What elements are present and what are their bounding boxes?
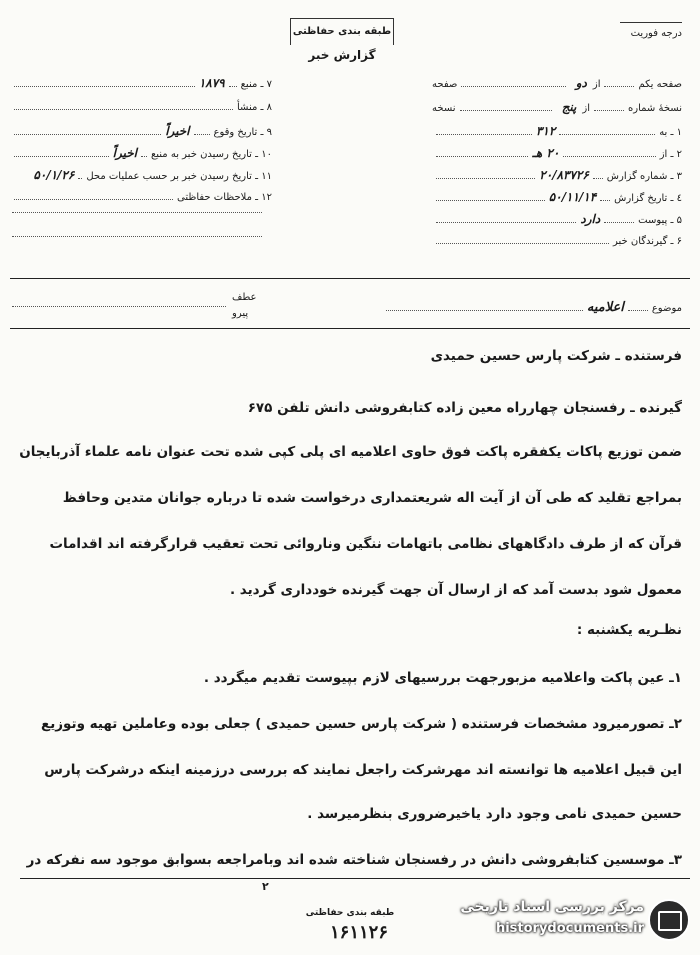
meta-security-notes-label: ۱۲ ـ ملاحظات حفاظتی xyxy=(177,192,272,203)
meta-page-row xyxy=(432,76,682,90)
meta-page-suffix: صفحه xyxy=(432,79,458,90)
meta-recipients-row xyxy=(432,234,682,247)
footer-divider xyxy=(20,878,690,879)
meta-ops-received-value: ۵۰/۱/۲۶ xyxy=(33,168,75,182)
watermark-site: historydocuments.ir xyxy=(495,921,644,936)
opinion-item: حسین حمیدی نامی وجود دارد یاخیرضروری بنظرمیرسد . xyxy=(307,806,682,822)
meta-from-label: ۲ ـ از xyxy=(659,149,682,160)
meta-report-number-value: ۲۰/۸۳۷۲۶ xyxy=(539,168,589,182)
meta-occurrence-date-label: ۹ ـ تاریخ وقوع xyxy=(213,127,272,138)
meta-security-notes-row xyxy=(10,190,272,203)
meta-copy-suffix: نسخه xyxy=(432,103,456,114)
urgency-label: درجه فوریت xyxy=(630,28,682,39)
header-divider xyxy=(10,278,690,279)
urgency-line xyxy=(620,22,682,23)
subject-row xyxy=(382,300,682,315)
watermark-org: مرکز بررسی اسناد تاریخی xyxy=(460,899,644,915)
meta-source-received-row xyxy=(10,146,272,160)
opinion-item: ۱ـ عین پاکت واعلامیه مزبورجهت بررسیهای لازم بپیوست تقدیم میگردد . xyxy=(203,670,682,686)
meta-report-date-row xyxy=(432,190,682,204)
subject-value: اعلامیه xyxy=(586,300,624,315)
meta-source-label: ۷ ـ منبع xyxy=(240,79,272,90)
meta-attachment-row xyxy=(432,212,682,226)
meta-to-value: ۳۱۲ xyxy=(535,124,556,138)
meta-page-label: صفحه یکم xyxy=(638,79,682,90)
meta-to-row xyxy=(432,124,682,138)
meta-report-number-row xyxy=(432,168,682,182)
blank-line xyxy=(12,236,262,237)
meta-from-value: ۲۰ هـ xyxy=(532,146,560,160)
document-number: ۱۶۱۱۲۶ xyxy=(330,922,389,943)
body-paragraph-line: معمول شود بدست آمد که از ارسال آن جهت گیرنده خودداری گردید . xyxy=(229,582,682,598)
sender-line: فرستنده ـ شرکت پارس حسین حمیدی xyxy=(430,348,682,364)
page-mark: ۲ xyxy=(262,880,269,893)
body-paragraph-line: بمراجع تقلید که طی آن از آیت اله شریعتمداری درخواست شده تا درباره جوانان متدین وحافظ xyxy=(62,490,682,506)
opinion-item: ۲ـ تصورمیرود مشخصات فرستنده ( شرکت پارس حسین حمیدی ) جعلی بوده وعاملین تهیه وتوزیع xyxy=(40,716,682,732)
meta-source-value: ۱۸۷۹ xyxy=(198,76,225,90)
opinion-item: ۳ـ موسسین کتابفروشی دانش در رفسنجان شناخته شده اند وبامراجعه بسوابق موجود سه نفرکه در xyxy=(26,852,682,868)
opinion-item: این قبیل اعلامیه ها توانسته اند مهرشرکت راجعل نمایند که بررسی درزمینه اینکه درشرکت پارس xyxy=(44,762,682,778)
meta-copy-mid: از xyxy=(582,103,591,114)
meta-origin-row xyxy=(10,100,272,113)
body-paragraph-line: قرآن که از طرف دادگاههای نظامی باتهامات ننگین ونارواﺋﯽ تحت تعقیب قرارگرفته اند اقدامات xyxy=(49,536,682,552)
archive-watermark xyxy=(440,895,690,945)
meta-origin-label: ۸ ـ منشأ xyxy=(236,102,272,113)
meta-copy-row xyxy=(432,100,682,114)
report-title: گزارش خبر xyxy=(308,48,376,62)
follow-up-label: پیرو xyxy=(232,308,249,319)
subject-label: موضوع xyxy=(651,303,682,314)
reference-line xyxy=(12,306,226,307)
meta-ops-received-label: ۱۱ ـ تاریخ رسیدن خبر بر حسب عملیات محل xyxy=(86,171,272,182)
meta-attachment-value: دارد xyxy=(580,212,601,226)
meta-attachment-label: ۵ ـ پیوست xyxy=(638,215,682,226)
meta-from-row xyxy=(432,146,682,160)
reference-label: عطف xyxy=(232,292,257,303)
meta-occurrence-date-value: اخیراً xyxy=(165,124,190,138)
footer-classification: طبقه بندی حفاظتی xyxy=(305,908,395,918)
subject-divider xyxy=(10,328,690,329)
meta-page-value: دو xyxy=(575,76,587,90)
meta-occurrence-date-row xyxy=(10,124,272,138)
classification-box: طبقه بندی حفاظتی xyxy=(290,18,394,45)
body-paragraph-line: ضمن توزیع پاکات یکفقره پاکت فوق حاوی اعلامیه ای پلی کپی شده تحت عنوان نامه علماء آذربایجان xyxy=(19,444,682,460)
blank-line xyxy=(12,212,262,213)
meta-source-row xyxy=(10,76,272,90)
meta-source-received-value: اخیراً xyxy=(112,146,137,160)
opinion-heading: نظـریه یکشنبه : xyxy=(576,622,682,638)
archive-logo-icon xyxy=(648,899,690,941)
meta-recipients-label: ۶ ـ گیرندگان خبر xyxy=(612,236,682,247)
meta-source-received-label: ۱۰ ـ تاریخ رسیدن خبر به منبع xyxy=(150,149,272,160)
meta-page-mid: از xyxy=(592,79,601,90)
meta-to-label: ۱ ـ به xyxy=(659,127,682,138)
meta-copy-value: پنج xyxy=(561,100,577,114)
meta-ops-received-row xyxy=(10,168,272,182)
meta-report-number-label: ۳ ـ شماره گزارش xyxy=(606,171,682,182)
receiver-line: گیرنده ـ رفسنجان چهارراه معین زاده کتابفروشی دانش تلفن ۶۷۵ xyxy=(247,400,682,416)
meta-report-date-label: ٤ ـ تاریخ گزارش xyxy=(614,193,682,204)
meta-copy-label: نسخهٔ شماره xyxy=(628,103,682,114)
meta-report-date-value: ۵۰/۱۱/۱۴ xyxy=(548,190,597,204)
